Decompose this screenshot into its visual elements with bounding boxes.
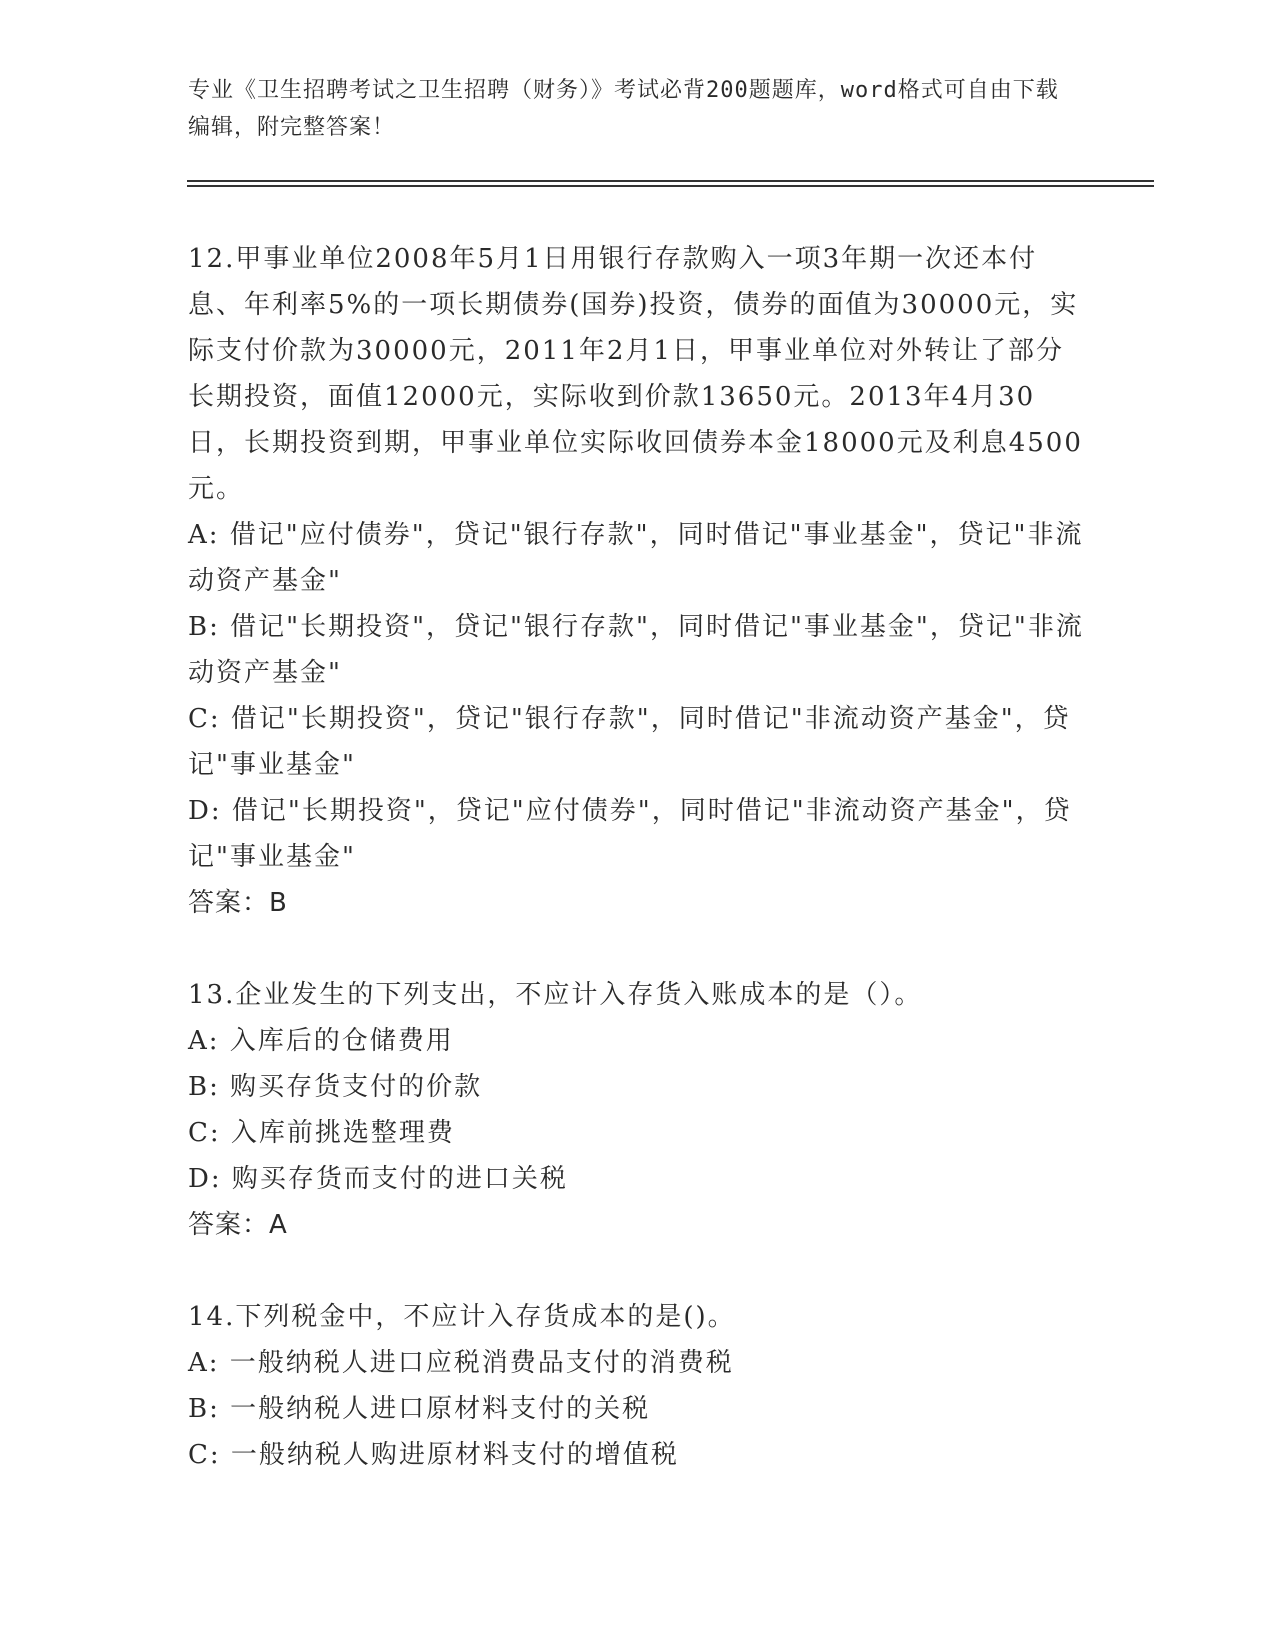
question-14 (188, 1294, 1088, 1478)
question-13 (188, 972, 1088, 1248)
answer-line: 答案：A (188, 1210, 288, 1240)
option-a: A: 借记"应付债券"，贷记"银行存款"，同时借记"事业基金"，贷记"非流动资产基金" (188, 520, 1084, 596)
option-a: A: 入库后的仓储费用 (188, 1026, 454, 1056)
question-stem: 12.甲事业单位2008年5月1日用银行存款购入一项3年期一次还本付息、年利率5%的一项长期债券(国券)投资，债券的面值为30000元，实际支付价款为30000元，2011年2月1日，甲事业单位对外转让了部分长期投资，面值12000元，实际收到价款13650元。2013年4月30日，长期投资到期，甲事业单位实际收回债券本金18000元及利息4500元。 (188, 244, 1083, 504)
question-list (188, 236, 1088, 1478)
option-b: B: 购买存货支付的价款 (188, 1072, 483, 1102)
question-stem: 13.企业发生的下列支出，不应计入存货入账成本的是（）。 (188, 980, 923, 1010)
header-rule-top (187, 180, 1154, 182)
option-c: C: 一般纳税人购进原材料支付的增值税 (188, 1440, 679, 1470)
header-rule-bottom (187, 185, 1154, 187)
option-c: C: 借记"长期投资"，贷记"银行存款"，同时借记"非流动资产基金"，贷记"事业基金" (188, 704, 1071, 780)
question-stem: 14.下列税金中，不应计入存货成本的是()。 (188, 1302, 736, 1332)
option-b: B: 借记"长期投资"，贷记"银行存款"，同时借记"事业基金"，贷记"非流动资产基金" (188, 612, 1084, 688)
answer-line: 答案：B (188, 888, 288, 918)
spacer (188, 1248, 1088, 1294)
option-d: D: 借记"长期投资"，贷记"应付债券"，同时借记"非流动资产基金"，贷记"事业基金" (188, 796, 1072, 872)
question-12 (188, 236, 1088, 926)
spacer (188, 926, 1088, 972)
option-a: A: 一般纳税人进口应税消费品支付的消费税 (188, 1348, 734, 1378)
option-d: D: 购买存货而支付的进口关税 (188, 1164, 568, 1194)
document-header: 专业《卫生招聘考试之卫生招聘（财务）》考试必背200题题库，word格式可自由下载编辑，附完整答案！ (188, 78, 1059, 140)
option-c: C: 入库前挑选整理费 (188, 1118, 455, 1148)
option-b: B: 一般纳税人进口原材料支付的关税 (188, 1394, 651, 1424)
